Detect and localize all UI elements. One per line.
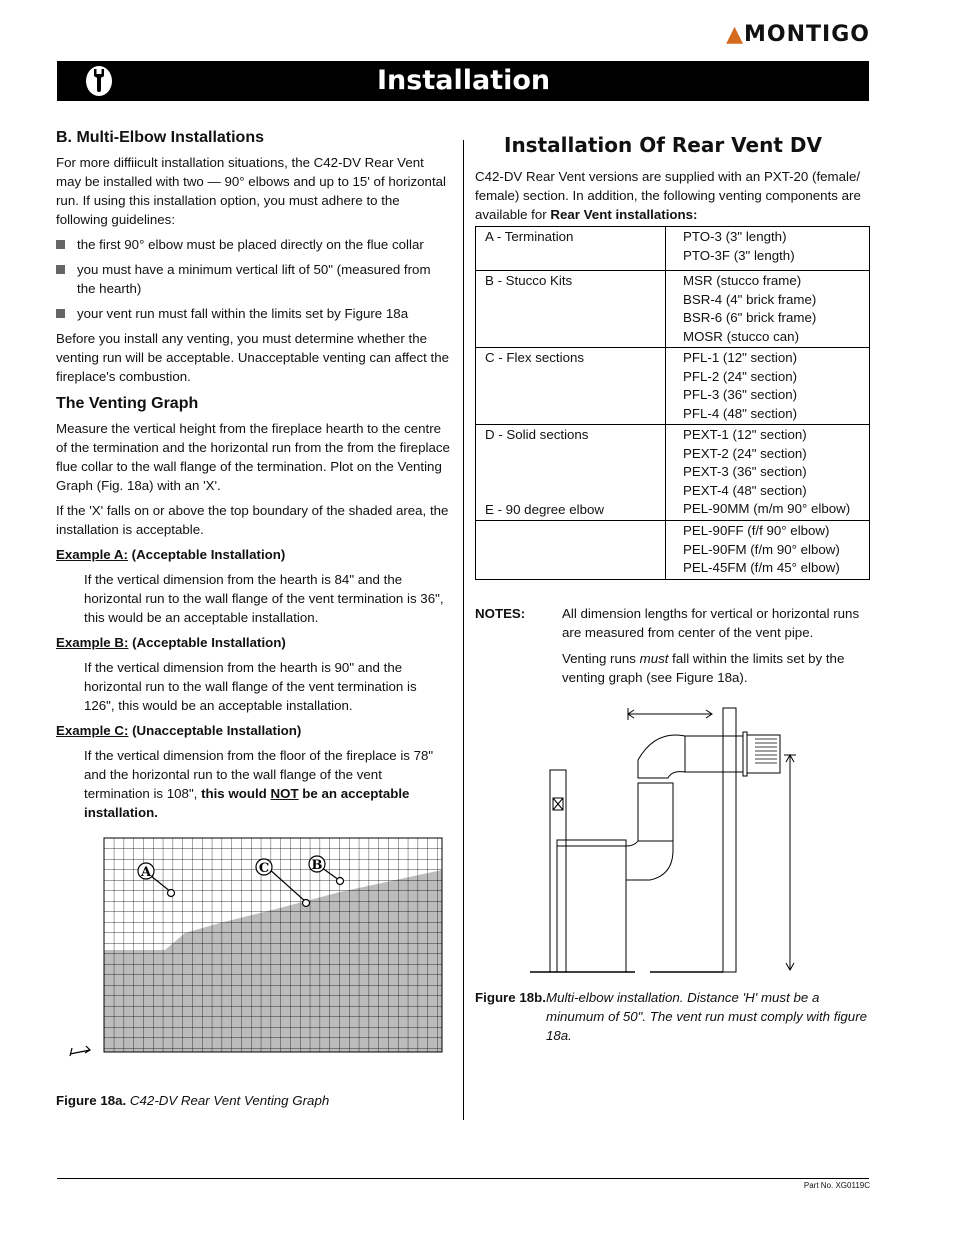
- table-items: PFL-1 (12" section) PFL-2 (24" section) PFL-3 (36" section) PFL-4 (48" section): [666, 348, 870, 425]
- example-b-text: If the vertical dimension from the hearth is 90" and the horizontal run to the wall flange of the vent termination is 126", this would be an acceptable installation.: [84, 660, 417, 713]
- table-row: [476, 521, 870, 580]
- table-category: A - Termination: [476, 227, 666, 271]
- venting-components-table: [475, 226, 870, 580]
- graph-origin-arrow: [70, 1046, 90, 1056]
- before-paragraph: Before you install any venting, you must determine whether the venting run will be acceptable. Unacceptable venting can affect the fireplace's combustion.: [56, 331, 450, 384]
- rear-vent-intro: C42-DV Rear Vent versions are supplied with an PXT-20 (female/ female) section. In addition, the following venting components are available for Rear Vent installations:: [475, 169, 861, 222]
- page-title: Installation: [377, 65, 551, 96]
- fireplace-body: [557, 840, 626, 972]
- bullet-item: the first 90° elbow must be placed directly on the flue collar: [56, 235, 450, 254]
- part-number: Part No. XG0119C: [803, 1181, 870, 1190]
- example-c-text: If the vertical dimension from the floor of the fireplace is 78" and the horizontal run to the wall flange of the vent termination is 108", this would NOT be an acceptable installation.: [84, 748, 434, 820]
- note-2: Venting runs must fall within the limits set by the venting graph (see Figure 18a).: [562, 651, 845, 685]
- bullet-item: you must have a minimum vertical lift of 50" (measured from the hearth): [56, 260, 450, 298]
- fireplace-chimney: [550, 770, 566, 972]
- column-divider: [463, 140, 464, 1120]
- figure-18b-caption: Figure 18b. Multi-elbow installation. Distance 'H' must be a minumum of 50". The vent run must comply with figure 18a.: [475, 990, 868, 1043]
- graph-paragraph-2: If the 'X' falls on or above the top boundary of the shaded area, the installation is acceptable.: [56, 503, 449, 537]
- intro-paragraph: For more diffiicult installation situations, the C42-DV Rear Vent may be installed with two — 90° elbows and up to 15' of horizontal run. If using this installation option, you must adhere to the following guidelines:: [56, 155, 446, 227]
- flame-icon: ▲: [726, 22, 745, 47]
- table-items: PEL-90FF (f/f 90° elbow) PEL-90FM (f/m 90° elbow) PEL-45FM (f/m 45° elbow): [666, 521, 870, 580]
- graph-label-a: A: [140, 865, 152, 880]
- lower-elbow: [626, 841, 673, 880]
- multi-elbow-diagram: [530, 700, 820, 980]
- termination-cap: [747, 735, 780, 773]
- left-column: [56, 128, 450, 828]
- note-1: All dimension lengths for vertical or horizontal runs are measured from center of the vent pipe.: [562, 606, 860, 640]
- table-items: MSR (stucco frame) BSR-4 (4" brick frame) BSR-6 (6" brick frame) MOSR (stucco can): [666, 271, 870, 348]
- example-a-heading: Example A: (Acceptable Installation): [56, 547, 286, 562]
- table-category: C - Flex sections: [476, 348, 666, 425]
- footer-rule: [57, 1178, 869, 1179]
- figure-18a-caption: Figure 18a. C42-DV Rear Vent Venting Graph: [56, 1093, 330, 1108]
- venting-graph-heading: The Venting Graph: [56, 395, 199, 412]
- table-row: [476, 271, 870, 348]
- termination-pipe: [685, 736, 743, 772]
- table-items: PTO-3 (3" length) PTO-3F (3" length): [666, 227, 870, 271]
- section-banner: [57, 61, 869, 101]
- table-category: [476, 521, 666, 580]
- wall: [723, 708, 736, 972]
- upper-elbow: [638, 735, 685, 778]
- rear-vent-title: Installation Of Rear Vent DV: [504, 133, 822, 157]
- table-category: B - Stucco Kits: [476, 271, 666, 348]
- example-b-heading: Example B: (Acceptable Installation): [56, 635, 286, 650]
- example-a-text: If the vertical dimension from the hearth is 84" and the horizontal run to the wall flange of the vent termination is 36", this would be an acceptable installation.: [84, 572, 444, 625]
- notes-block: [475, 604, 869, 694]
- multi-elbow-heading: B. Multi-Elbow Installations: [56, 129, 264, 146]
- table-row: [476, 425, 870, 521]
- graph-paragraph-1: Measure the vertical height from the fireplace hearth to the centre of the termination and the horizontal run from the from the fireplace flue collar to the wall flange of the termination. Plot on the Venting Graph (Fig. 18a) with an 'X'.: [56, 421, 450, 493]
- table-row: [476, 227, 870, 271]
- graph-label-b: B: [311, 858, 323, 873]
- venting-graph: [60, 830, 450, 1070]
- montigo-logo: ▲MONTIGO: [726, 22, 870, 47]
- notes-label: NOTES:: [475, 606, 526, 621]
- table-items: PEXT-1 (12" section) PEXT-2 (24" section) PEXT-3 (36" section) PEXT-4 (48" section) PEL-90MM (m/m 90° elbow): [666, 425, 870, 521]
- graph-label-c: C: [258, 861, 270, 876]
- table-category: D - Solid sections E - 90 degree elbow: [476, 425, 666, 521]
- example-c-heading: Example C: (Unacceptable Installation): [56, 723, 302, 738]
- vertical-pipe: [638, 783, 673, 841]
- wrench-icon: [83, 65, 115, 97]
- bullet-item: your vent run must fall within the limits set by Figure 18a: [56, 304, 450, 323]
- graph-grid: [104, 838, 442, 1052]
- table-row: [476, 348, 870, 425]
